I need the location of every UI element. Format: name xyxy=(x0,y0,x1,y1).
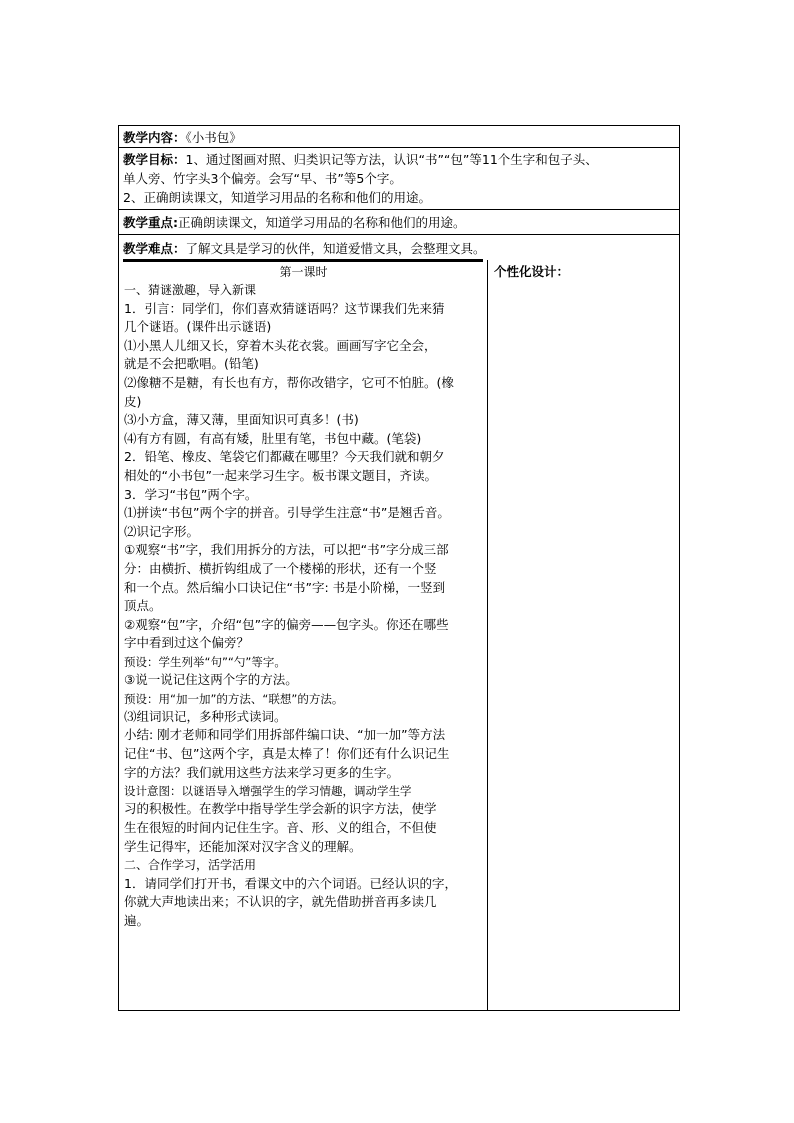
difficulty-row xyxy=(119,235,679,260)
line-17: 顶点。 xyxy=(124,598,162,614)
content-label: 教学内容： xyxy=(123,130,186,145)
line-21: ③说一说记住这两个字的方法。 xyxy=(124,672,298,688)
line-20: 预设：学生列举“句”“勺”等字。 xyxy=(124,654,286,669)
line-13: ⑵识记字形。 xyxy=(124,523,200,539)
line-24: 小结: 刚才老师和同学们用拆部件编口诀、“加一加”等方法 xyxy=(124,727,446,743)
line-8: ⑷有方有圆，有高有矮，肚里有笔，书包中藏。(笔袋) xyxy=(124,430,422,446)
line-19: 字中看到过这个偏旁？ xyxy=(124,635,250,651)
line-11: 3．学习“书包”两个字。 xyxy=(124,486,258,502)
difficulty-label: 教学难点： xyxy=(123,241,186,256)
key-label: 教学重点: xyxy=(123,215,178,230)
line-15: 分：由横折、横折钩组成了一个楼梯的形状，还有一个竖 xyxy=(124,560,437,576)
line-22: 预设：用“加一加”的方法、“联想”的方法。 xyxy=(124,691,344,706)
lesson-title: 第一课时 xyxy=(279,265,328,279)
line-32: 1．请同学们打开书，看课文中的六个词语。已经认识的字， xyxy=(124,875,457,891)
goal-label: 教学目标： xyxy=(123,152,186,167)
line-5: ⑵像糖不是糖，有长也有方，帮你改错字，它可不怕脏。(橡 xyxy=(124,374,454,390)
line-7: ⑶小方盒，薄又薄，里面知识可真多！(书) xyxy=(124,412,359,428)
line-18: ②观察“包”字，介绍“包”字的偏旁——包字头。你还在哪些 xyxy=(124,616,449,632)
line-9: 2．铅笔、橡皮、笔袋它们都藏在哪里？今天我们就和朝夕 xyxy=(124,449,445,465)
line-28: 习的积极性。在教学中指导学生学会新的识字方法，使学 xyxy=(124,801,437,817)
line-23: ⑶组词识记，多种形式读词。 xyxy=(124,708,287,724)
personal-design-column xyxy=(488,260,679,1010)
line-34: 遍。 xyxy=(124,913,150,929)
line-26: 字的方法？我们就用这些方法来学习更多的生字。 xyxy=(124,764,400,780)
goal-line-2: 单人旁、竹字头3个偏旁。会写“早、书”等5个字。 xyxy=(123,171,402,186)
key-row xyxy=(119,210,679,235)
line-27: 设计意图：以谜语导入增强学生的学习情趣，调动学生学 xyxy=(124,784,412,799)
lesson-column xyxy=(119,260,488,1010)
line-33: 你就大声地读出来；不认识的字，就先借助拼音再多读几 xyxy=(124,894,437,910)
divider-line xyxy=(123,259,483,262)
difficulty-value: 了解文具是学习的伙伴，知道爱惜文具，会整理文具。 xyxy=(185,241,486,256)
line-1: 1．引言：同学们，你们喜欢猜谜语吗？这节课我们先来猜 xyxy=(124,300,445,316)
line-10: 相处的“小书包”一起来学习生字。板书课文题目，齐读。 xyxy=(124,467,437,483)
content-value: 《小书包》 xyxy=(185,130,242,145)
personal-design-title: 个性化设计： xyxy=(494,264,570,279)
line-14: ①观察“书”字，我们用拆分的方法，可以把“书”字分成三部 xyxy=(124,542,449,558)
line-2: 几个谜语。(课件出示谜语) xyxy=(124,319,272,335)
content-row xyxy=(119,126,679,148)
lesson-plan-table xyxy=(118,125,680,1011)
line-0: 一、猜谜激趣，导入新课 xyxy=(124,283,257,297)
line-4: 就是不会把歌唱。(铅笔) xyxy=(124,356,259,372)
line-31: 二、合作学习，活学活用 xyxy=(124,858,257,873)
line-12: ⑴拼读“书包”两个字的拼音。引导学生注意“书”是翘舌音。 xyxy=(124,505,450,521)
goal-row xyxy=(119,148,679,210)
body-columns xyxy=(119,260,679,1010)
goal-line-3: 2、正确朗读课文，知道学习用品的名称和他们的用途。 xyxy=(123,190,431,205)
line-29: 生在很短的时间内记住生字。音、形、义的组合，不但使 xyxy=(124,820,437,836)
goal-line-1: 1、通过图画对照、归类识记等方法，认识“书”“包”等11个生字和包子头、 xyxy=(185,152,598,167)
line-16: 和一个点。然后编小口诀记住“书”字: 书是小阶梯，一竖到 xyxy=(124,579,446,595)
line-25: 记住“书、包”这两个字，真是太棒了！你们还有什么识记生 xyxy=(124,746,450,762)
line-6: 皮) xyxy=(124,393,142,409)
key-value: 正确朗读课文，知道学习用品的名称和他们的用途。 xyxy=(178,215,466,230)
line-3: ⑴小黑人儿细又长，穿着木头花衣裳。画画写字它全会， xyxy=(124,337,437,353)
line-30: 学生记得牢，还能加深对汉字含义的理解。 xyxy=(124,838,362,854)
